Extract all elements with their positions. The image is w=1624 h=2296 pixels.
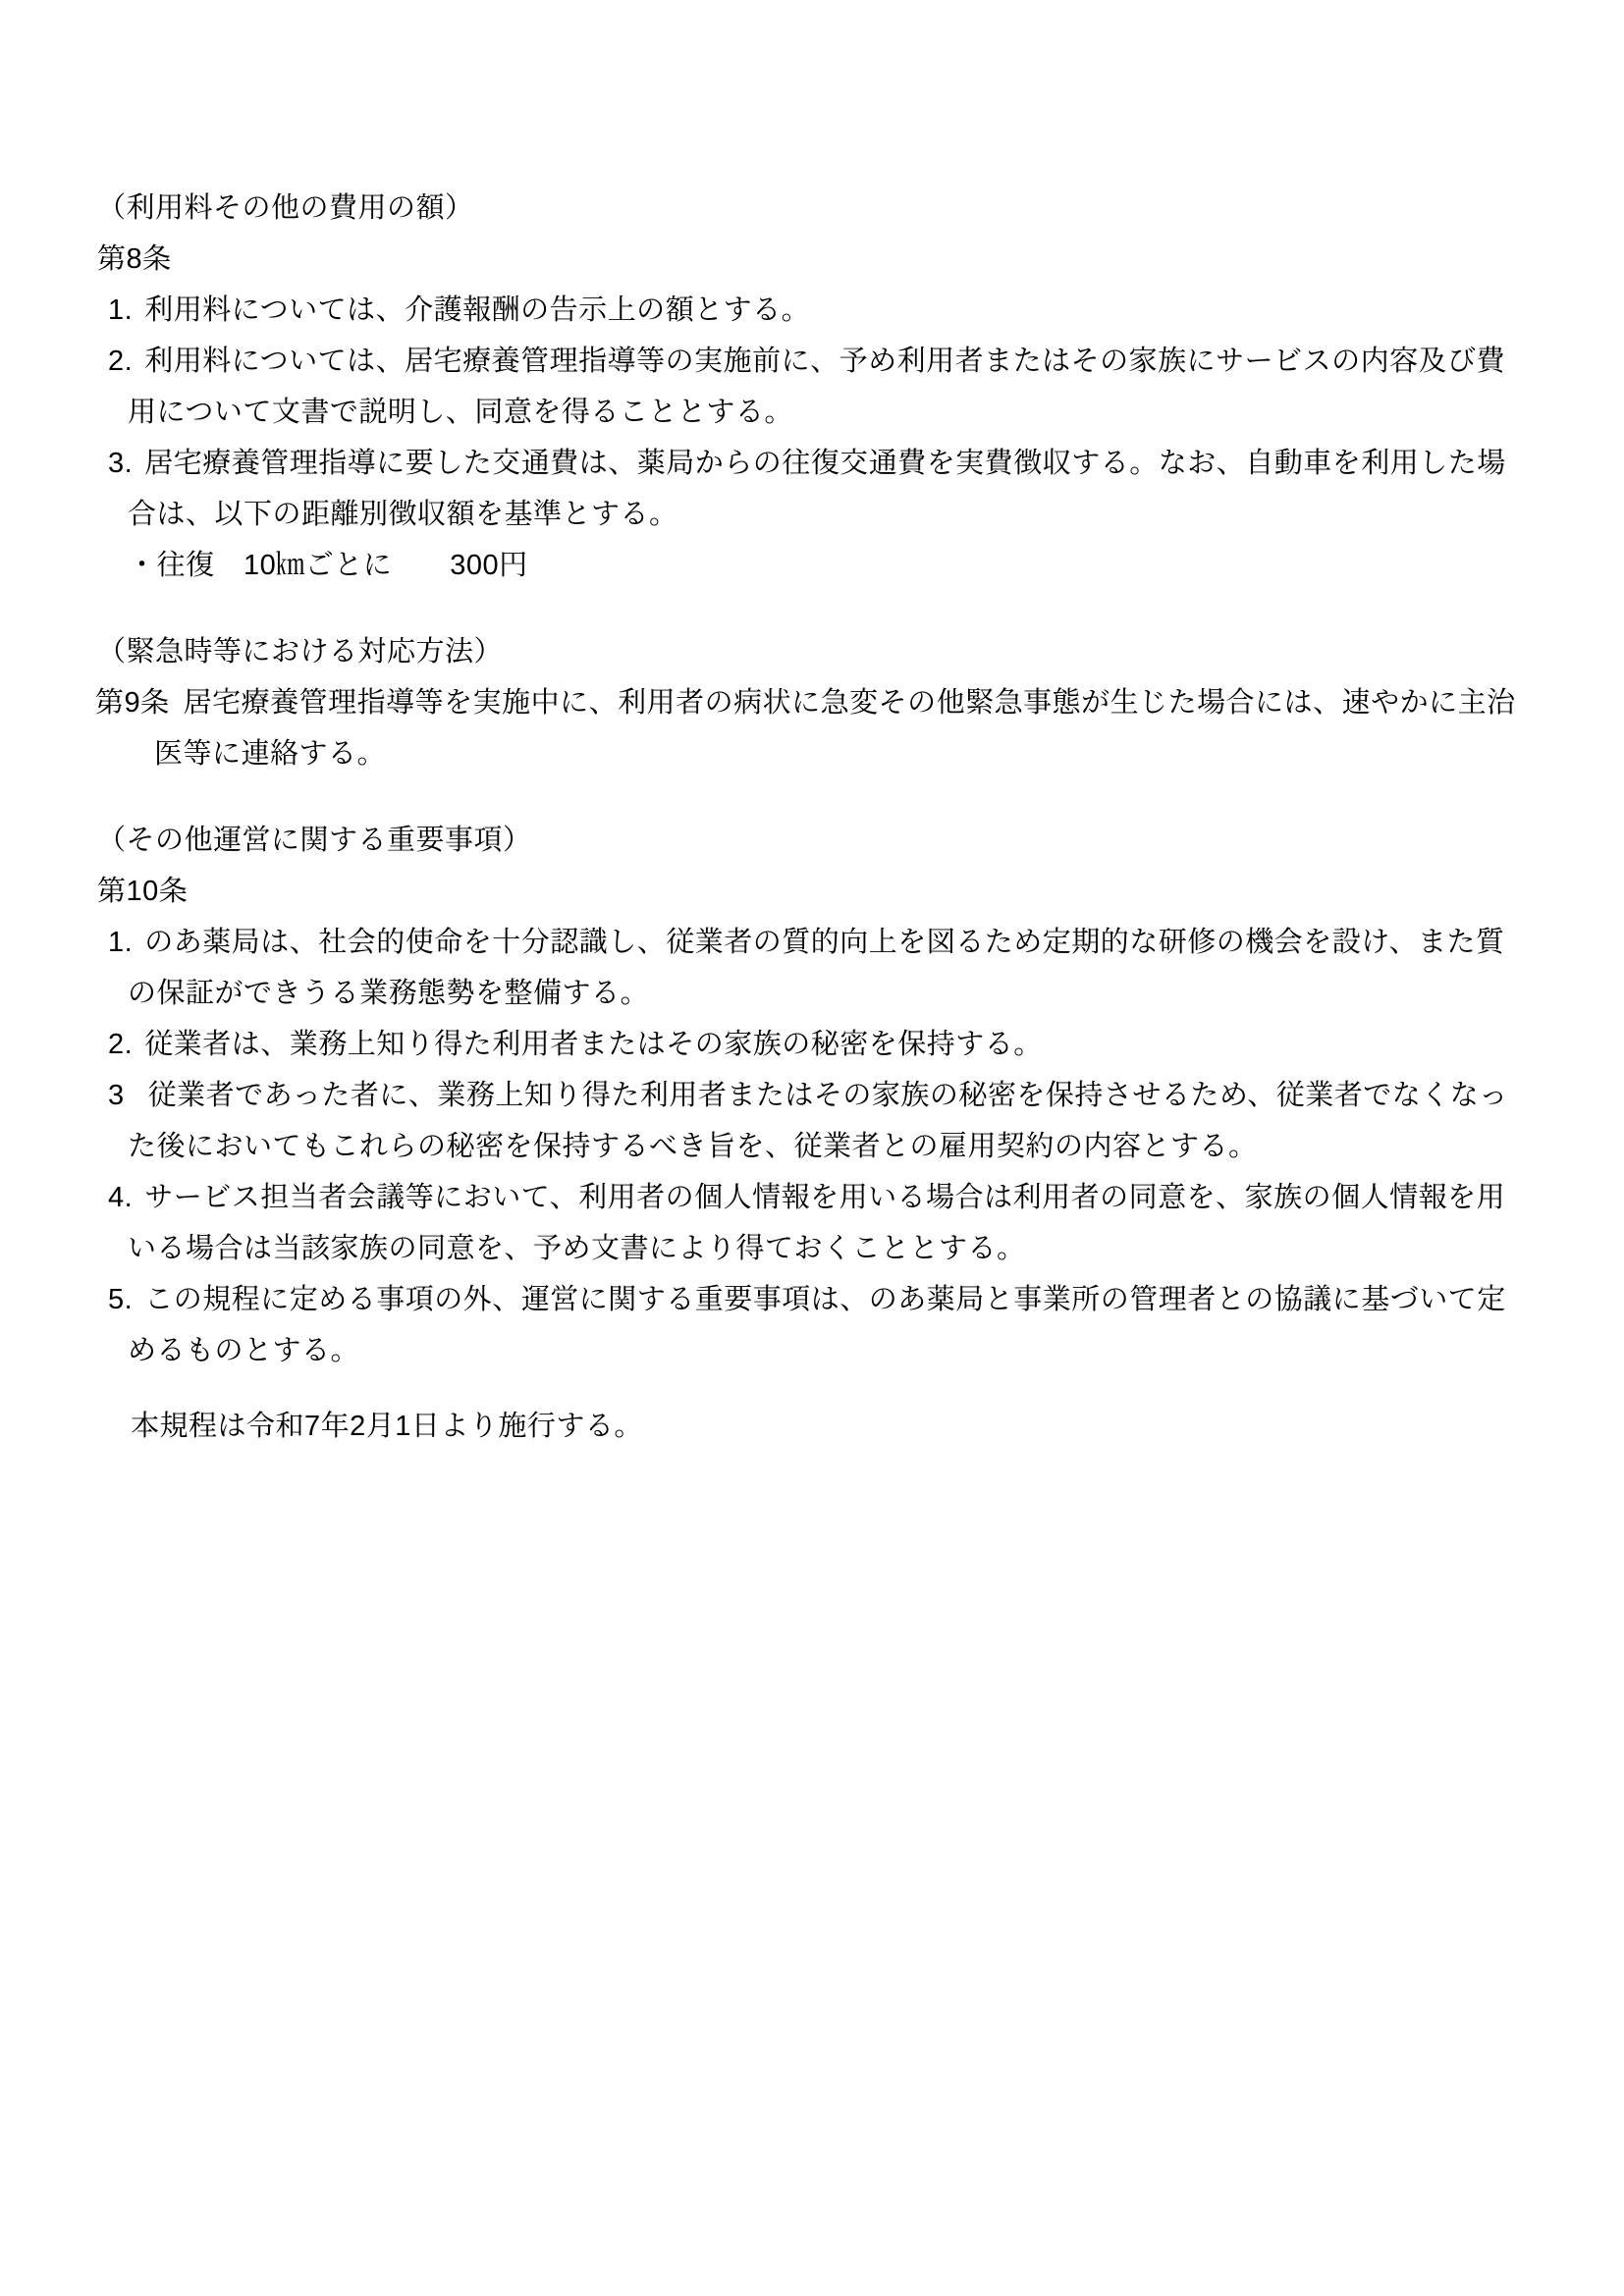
article-9-number: 第9条: [95, 687, 170, 719]
item-text: 利用料については、介護報酬の告示上の額とする。: [144, 294, 811, 326]
item-number: 2.: [108, 346, 134, 377]
article-10-number: 第10条: [97, 876, 189, 907]
item-number: 3: [108, 1080, 125, 1111]
item-number: 1.: [108, 294, 134, 326]
list-item: [95, 917, 1517, 1019]
list-item: [95, 285, 1517, 336]
list-item: [95, 1070, 1517, 1172]
article-9-paragraph: [95, 677, 1517, 779]
section-fees: [95, 183, 1517, 591]
section-heading-emergency: （緊急時等における対応方法）: [97, 636, 504, 667]
article-9-text: 居宅療養管理指導等を実施中に、利用者の病状に急変その他緊急事態が生じた場合には、速やかに主治医等に連絡する。: [154, 687, 1516, 770]
item-text: 居宅療養管理指導に要した交通費は、薬局からの往復交通費を実費徴収する。なお、自動車を利用した場合は、以下の距離別徴収額を基準とする。: [128, 448, 1506, 530]
list-item: [95, 1274, 1517, 1376]
section-heading-fees: （利用料その他の費用の額）: [97, 192, 474, 224]
list-item: [95, 336, 1517, 438]
item-number: 3.: [108, 448, 134, 479]
list-item: [95, 1019, 1517, 1070]
item-text: サービス担当者会議等において、利用者の個人情報を用いる場合は利用者の同意を、家族の個人情報を用いる場合は当該家族の同意を、予め文書により得ておくこととする。: [128, 1182, 1506, 1264]
item-number: 4.: [108, 1182, 134, 1213]
item-text: 従業者は、業務上知り得た利用者またはその家族の秘密を保持する。: [144, 1029, 1043, 1060]
section-other-matters: [95, 815, 1517, 1376]
section-emergency: [95, 626, 1517, 779]
item-number: 5.: [108, 1284, 134, 1315]
effective-date-note: 本規程は令和7年2月1日より施行する。: [131, 1411, 643, 1442]
list-item: [95, 1172, 1517, 1274]
item-number: 2.: [108, 1029, 134, 1060]
list-item: [95, 438, 1517, 540]
document-content: [95, 183, 1517, 1452]
article-8-number: 第8条: [97, 243, 172, 275]
section-heading-other: （その他運営に関する重要事項）: [97, 825, 532, 856]
item-text: 従業者であった者に、業務上知り得た利用者またはその家族の秘密を保持させるため、従業者でなくなった後においてもこれらの秘密を保持するべき旨を、従業者との雇用契約の内容とする。: [128, 1080, 1508, 1162]
item-text: のあ薬局は、社会的使命を十分認識し、従業者の質的向上を図るため定期的な研修の機会を設け、また質の保証ができうる業務態勢を整備する。: [128, 927, 1505, 1009]
item-text: 利用料については、居宅療養管理指導等の実施前に、予め利用者またはその家族にサービスの内容及び費用について文書で説明し、同意を得ることとする。: [128, 346, 1506, 428]
item-text: この規程に定める事項の外、運営に関する重要事項は、のあ薬局と事業所の管理者との協議に基づいて定めるものとする。: [128, 1284, 1506, 1366]
item-number: 1.: [108, 927, 134, 958]
fare-note: ・往復 10㎞ごとに 300円: [128, 550, 528, 581]
